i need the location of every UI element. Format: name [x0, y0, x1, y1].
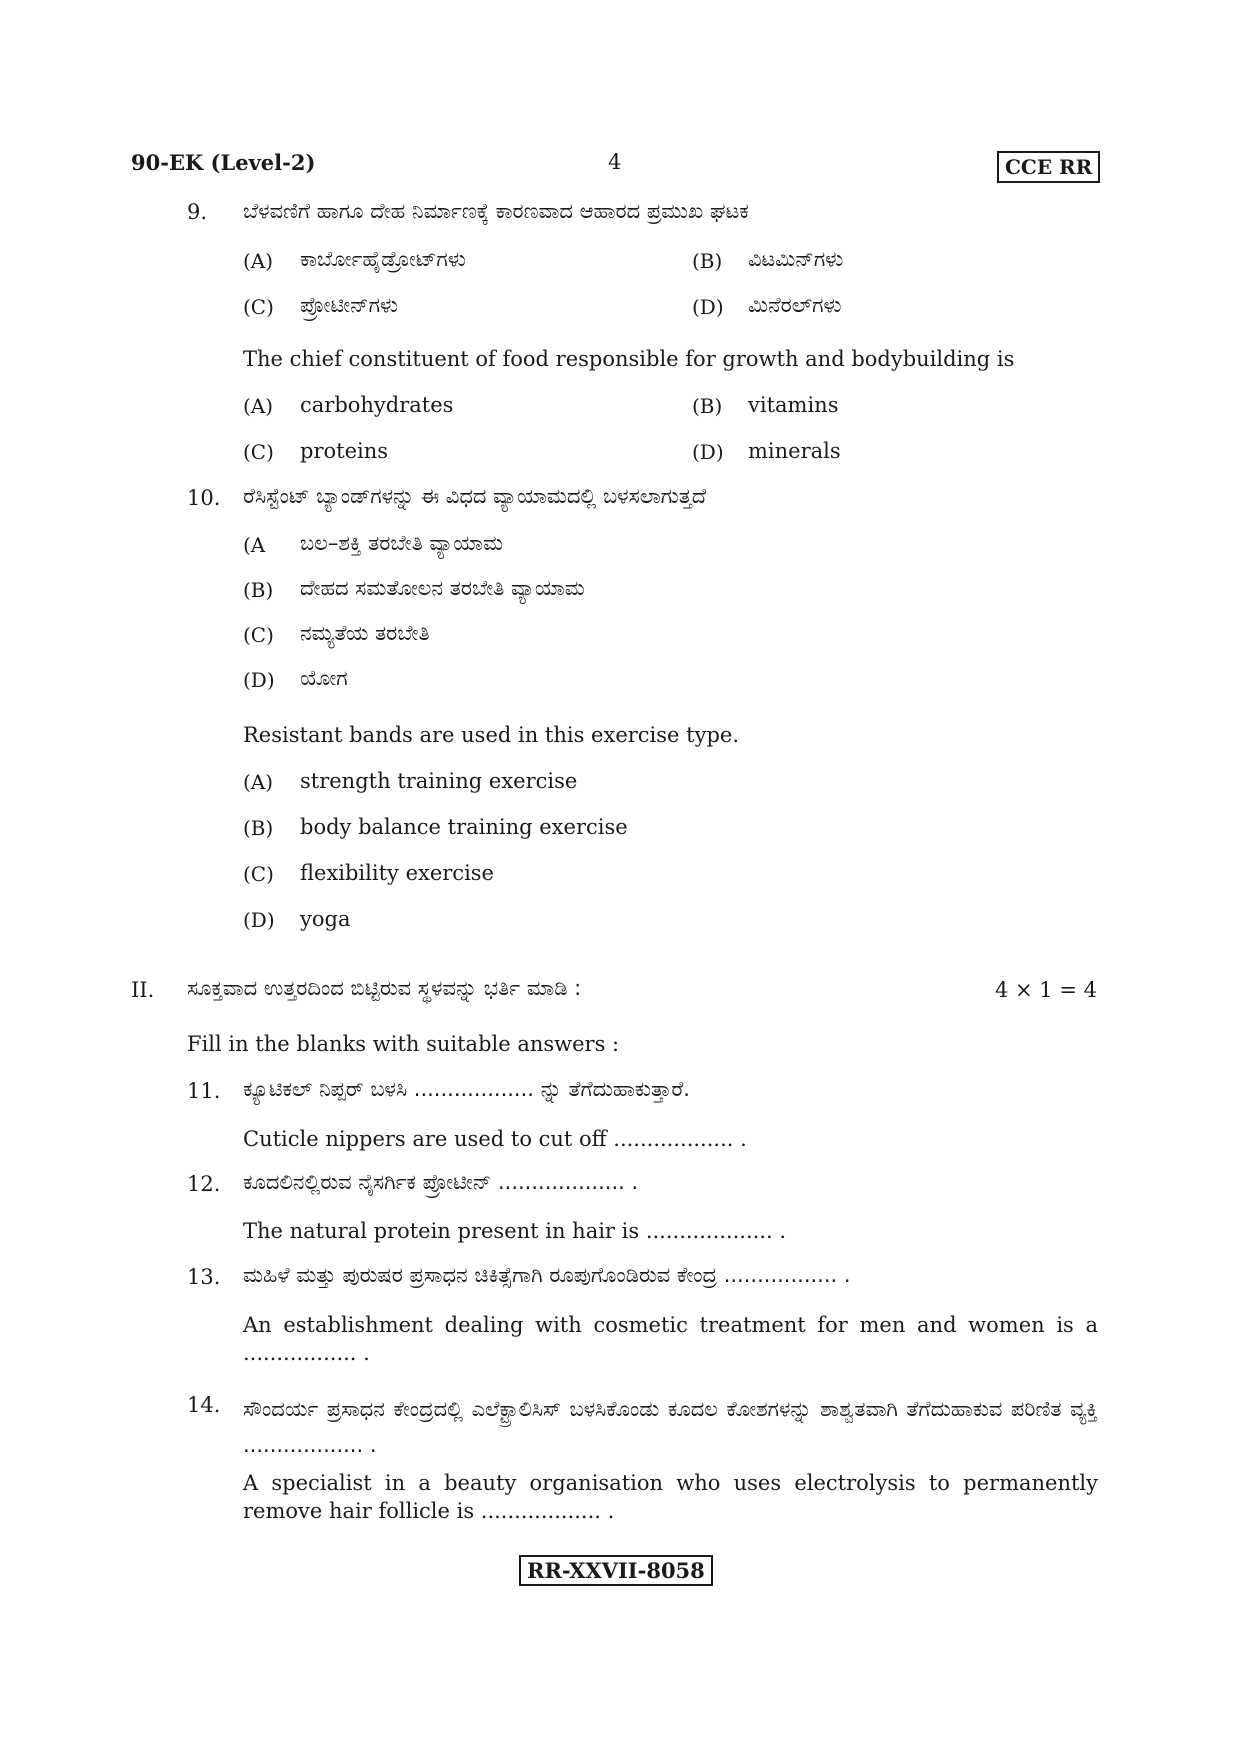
option-text: ಮಿನೆರಲ್‌ಗಳು [748, 293, 842, 317]
question-text-english: Cuticle nippers are used to cut off .................. . [243, 1127, 747, 1151]
option-label: (A) [243, 770, 274, 794]
question-number: 12. [187, 1172, 221, 1196]
question-text-kannada: ಕೂದಲಿನಲ್ಲಿರುವ ನೈಸರ್ಗಿಕ ಪ್ರೋಟೀನ್ ................... . [243, 1170, 639, 1194]
question-number: 14. [187, 1393, 221, 1417]
question-text-english: The natural protein present in hair is ................... . [243, 1219, 786, 1243]
section-instruction-english: Fill in the blanks with suitable answers : [187, 1032, 620, 1056]
question-text-kannada: ಮಹಿಳೆ ಮತ್ತು ಪುರುಷರ ಪ್ರಸಾಧನ ಚಿಕಿತ್ಸೆಗಾಗಿ ರೂಪುಗೊಂಡಿರುವ ಕೇಂದ್ರ ................. . [243, 1263, 851, 1287]
option-label: (D) [692, 440, 724, 464]
option-text: ವಿಟಮಿನ್‌ಗಳು [748, 247, 844, 271]
footer-code-box: RR-XXVII-8058 [519, 1555, 713, 1586]
option-label: (A [243, 533, 266, 557]
option-text: ಬಲ–ಶಕ್ತಿ ತರಬೇತಿ ವ್ಯಾಯಾಮ [300, 531, 504, 555]
question-number: 13. [187, 1265, 221, 1289]
option-text: ನಮ್ಯತೆಯ ತರಬೇತಿ [300, 621, 430, 645]
option-label: (C) [243, 295, 274, 319]
option-label: (C) [243, 862, 274, 886]
option-label: (D) [243, 908, 275, 932]
option-label: (B) [243, 816, 274, 840]
option-text: carbohydrates [300, 393, 454, 417]
question-text-kannada: ಬೆಳವಣಿಗೆ ಹಾಗೂ ದೇಹ ನಿರ್ಮಾಣಕ್ಕೆ ಕಾರಣವಾದ ಆಹಾರದ ಪ್ರಮುಖ ಘಟಕ [243, 199, 749, 223]
section-marks: 4 × 1 = 4 [995, 978, 1097, 1002]
question-number: 10. [187, 486, 221, 510]
question-text-kannada: ಸೌಂದರ್ಯ ಪ್ರಸಾಧನ ಕೇಂದ್ರದಲ್ಲಿ ಎಲೆಕ್ಟ್ರಾಲಿಸಿಸ್ ಬಳಸಿಕೊಂಡು ಕೂದಲ ಕೋಶಗಳನ್ನು ಶಾಶ್ವತವಾಗಿ ತೆಗೆದುಹಾಕುವ ಪರಿಣಿತ ವ್ಯಕ್ತಿ .................. . [243, 1397, 1098, 1457]
option-label: (B) [243, 578, 274, 602]
question-number: 9. [187, 200, 208, 224]
option-label: (C) [243, 440, 274, 464]
section-numeral: II. [131, 978, 155, 1002]
page-number: 4 [608, 150, 622, 174]
option-label: (A) [243, 249, 274, 273]
question-text-english: The chief constituent of food responsible for growth and bodybuilding is [243, 347, 1015, 371]
question-text-english: Resistant bands are used in this exercise type. [243, 723, 739, 747]
cce-rr-box: CCE RR [997, 151, 1100, 183]
option-text: ದೇಹದ ಸಮತೋಲನ ತರಬೇತಿ ವ್ಯಾಯಾಮ [300, 576, 585, 600]
option-text: proteins [300, 439, 389, 463]
paper-code: 90-EK (Level-2) [131, 150, 316, 175]
question-text-english: An establishment dealing with cosmetic treatment for men and women is a ................. . [243, 1313, 1098, 1365]
option-text: vitamins [748, 393, 839, 417]
question-text-kannada: ಕ್ಯೂಟಿಕಲ್ ನಿಪ್ಪರ್ ಬಳಸಿ .................. ನ್ನು ತೆಗೆದುಹಾಕುತ್ತಾರೆ. [243, 1077, 690, 1101]
question-text-kannada: ರೆಸಿಸ್ಟೆಂಟ್ ಬ್ಯಾಂಡ್‌ಗಳನ್ನು ಈ ವಿಧದ ವ್ಯಾಯಾಮದಲ್ಲಿ ಬಳಸಲಾಗುತ್ತದೆ [243, 484, 707, 508]
question-number: 11. [187, 1079, 221, 1103]
option-text: ಯೋಗ [300, 666, 348, 690]
option-label: (D) [243, 668, 275, 692]
section-instruction-kannada: ಸೂಕ್ತವಾದ ಉತ್ತರದಿಂದ ಬಿಟ್ಟಿರುವ ಸ್ಥಳವನ್ನು ಭರ್ತಿ ಮಾಡಿ : [187, 976, 582, 1000]
option-label: (C) [243, 623, 274, 647]
option-label: (A) [243, 394, 274, 418]
option-text: strength training exercise [300, 769, 578, 793]
option-label: (D) [692, 295, 724, 319]
option-text: body balance training exercise [300, 815, 628, 839]
option-label: (B) [692, 394, 723, 418]
option-text: ಕಾರ್ಬೋಹೈಡ್ರೋಟ್‌ಗಳು [300, 247, 466, 271]
option-label: (B) [692, 249, 723, 273]
question-text-english: A specialist in a beauty organisation who uses electrolysis to permanently remove hair follicle is .................. . [243, 1471, 1098, 1523]
option-text: flexibility exercise [300, 861, 494, 885]
option-text: minerals [748, 439, 841, 463]
option-text: yoga [300, 907, 351, 931]
option-text: ಪ್ರೋಟೀನ್‌ಗಳು [300, 293, 399, 317]
